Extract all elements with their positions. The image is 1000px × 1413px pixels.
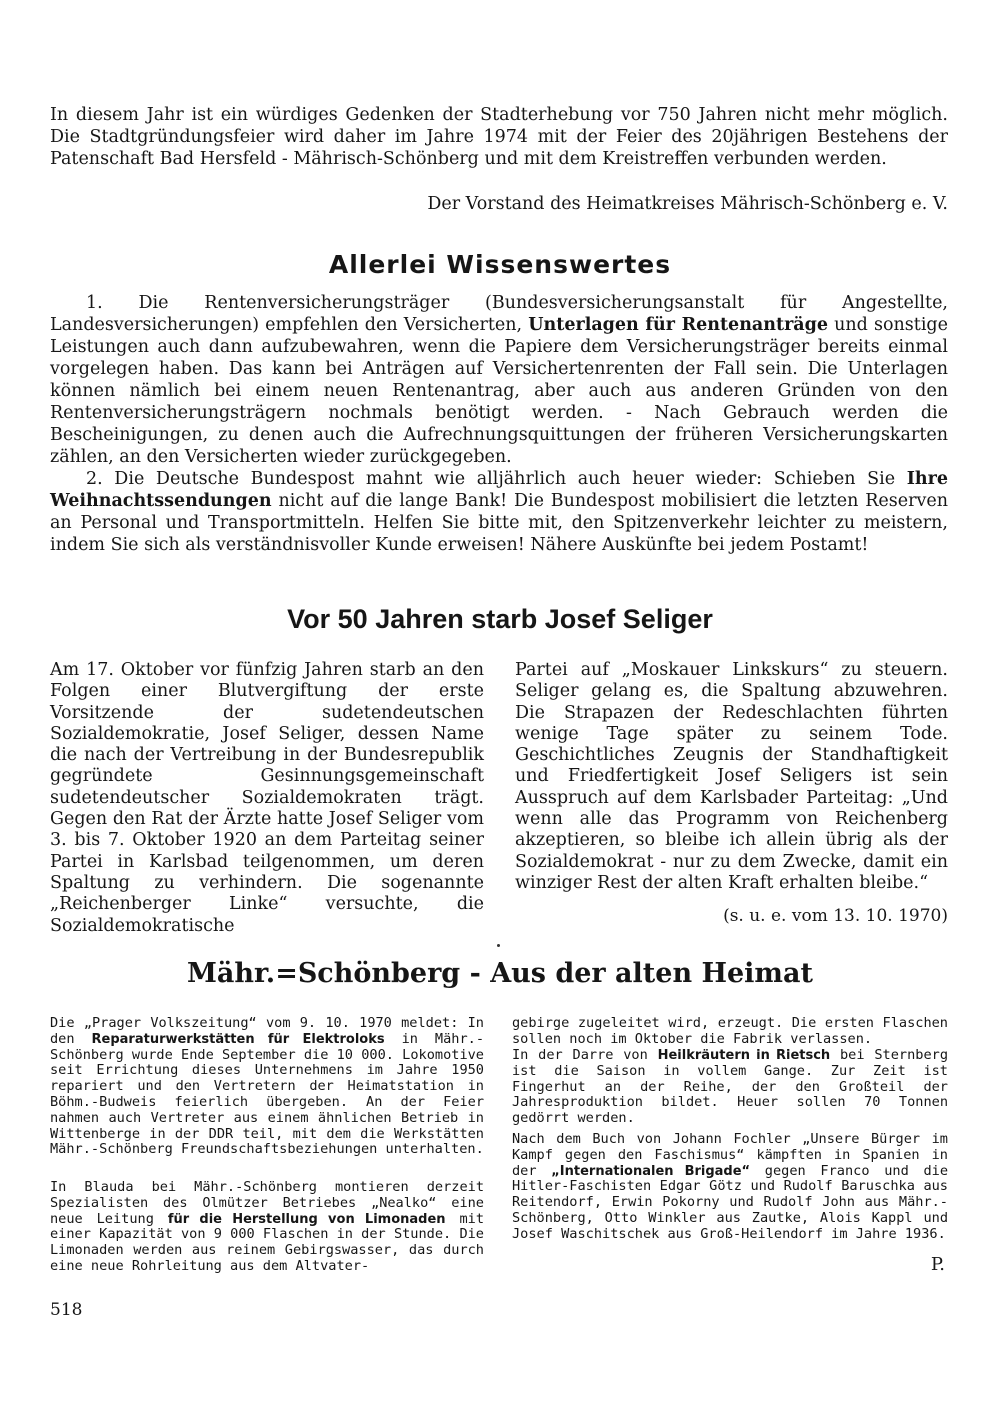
intro-signature: Der Vorstand des Heimatkreises Mährisch-Schönberg e. V. xyxy=(427,194,948,214)
allerlei-p2-emphasis: Ihre Weihnachtssendungen xyxy=(50,469,948,511)
heimat-right-paragraph-1: gebirge zugeleitet wird, erzeugt. Die ersten Flaschen sollen noch im Oktober die Fabrik verlassen. xyxy=(512,1015,948,1047)
page-number: 518 xyxy=(50,1300,83,1320)
allerlei-paragraph-2: 2. Die Deutsche Bundespost mahnt wie alljährlich auch heuer wieder: Schieben Sie Ihre Weihnachtssendungen nicht auf die lange Bank! Die Bundespost mobilisiert die letzten Reserven an Personal und Transportmitteln. Helfen Sie bitte mit, den Spitzenverkehr leichter zu meistern, indem Sie sich als verständnisvoller Kunde erweisen! Nähere Auskünfte bei jedem Postamt! xyxy=(50,469,948,555)
intro-paragraph: In diesem Jahr ist ein würdiges Gedenken der Stadterhebung vor 750 Jahren nicht mehr möglich. Die Stadtgründungsfeier wird daher im Jahre 1974 mit der Feier des 20jährigen Bestehens der Patenschaft Bad Hersfeld - Mährisch-Schönberg und mit dem Kreistreffen verbunden werden. xyxy=(50,105,948,169)
allerlei-heading: Allerlei Wissenswertes xyxy=(328,250,672,279)
seliger-heading: Vor 50 Jahren starb Josef Seliger xyxy=(287,604,713,634)
seliger-column-left: Am 17. Oktober vor fünfzig Jahren starb an den Folgen einer Blutvergiftung der erste Vorsitzende der sudetendeutschen Sozialdemokratie, Josef Seliger, dessen Name die nach der Vertreibung in der Bundesrepublik gegründete Gesinnungsgemeinschaft sudetendeutscher Sozialdemokraten trägt. Gegen den Rat der Ärzte hatte Josef Seliger vom 3. bis 7. Oktober 1920 an dem Parteitag seiner Partei in Karlsbad teilgenommen, um deren Spaltung zu verhindern. Die sogenannte „Reichenberger Linke“ versuchte, die Sozialdemokratische xyxy=(50,660,484,936)
separator-dot xyxy=(497,944,500,947)
heimat-heading: Mähr.=Schönberg - Aus der alten Heimat xyxy=(187,958,813,989)
allerlei-paragraph-1: 1. Die Rentenversicherungsträger (Bundesversicherungsanstalt für Angestellte, Landesversicherungen) empfehlen den Versicherten, Unterlagen für Rentenanträge und sonstige Leistungen auch dann aufzubewahren, wenn die Papiere dem Versicherungsträger bereits einmal vorgelegen haben. Das kann bei Anträgen auf Versichertenrenten der Fall sein. Die Unterlagen können nämlich bei einem neuen Rentenantrag, aber auch aus anderen Gründen von den Rentenversicherungsträgern nochmals benötigt werden. - Nach Gebrauch werden die Bescheinigungen, zu denen auch die Aufrechnungsquittungen der früheren Versicherungskarten zählen, an den Versicherten wieder zurückgegeben. xyxy=(50,293,948,467)
allerlei-p1-emphasis: Unterlagen für Rentenanträge xyxy=(528,315,828,335)
heimat-l2-emphasis: für die Herstellung von Limonaden xyxy=(167,1211,446,1227)
heimat-r2-emphasis: Heilkräutern in Rietsch xyxy=(657,1048,831,1063)
author-initial: P. xyxy=(930,1254,945,1275)
heimat-left-paragraph-2: In Blauda bei Mähr.-Schönberg montieren derzeit Spezialisten des Olmützer Betriebes „Nealko“ eine neue Leitung für die Herstellung von Limonaden mit einer Kapazität von 9 000 Flaschen in der Stunde. Die Limonaden werden aus reinem Gebirgswasser, das durch eine neue Rohrleitung aus dem Altvater- xyxy=(50,1179,485,1274)
heimat-left-paragraph-1: Die „Prager Volkszeitung“ vom 9. 10. 1970 meldet: In den Reparaturwerkstätten für Elektroloks in Mähr.-Schönberg wurde Ende September die 10 000. Lokomotive seit Errichtung dieses Unternehmens im Jahre 1950 repariert und den Vertretern der Heimatstation in Böhm.-Budweis feierlich übergeben. An der Feier nahmen auch Vertreter aus einem ähnlichen Betrieb in Wittenberge in der DDR teil, mit dem die Werkstätten Mähr.-Schönberg Freundschaftsbeziehungen unterhalten. xyxy=(50,1015,484,1158)
heimat-right-paragraph-2: In der Darre von Heilkräutern in Rietsch bei Sternberg ist die Saison in vollem Gange. Zur Zeit ist Fingerhut an der Reihe, der den Großteil der Jahresproduktion bildet. Heuer sollen 70 Tonnen gedörrt werden. xyxy=(512,1047,949,1127)
heimat-l1-emphasis: Reparaturwerkstätten für Elektroloks xyxy=(91,1031,385,1047)
heimat-right-paragraph-3: Nach dem Buch von Johann Fochler „Unsere Bürger im Kampf gegen den Faschismus“ kämpften in Spanien in der „Internationalen Brigade“ gegen Franco und die Hitler-Faschisten Edgar Götz und Rudolf Baruschka aus Reitendorf, Erwin Pokorny und Rudolf John aus Mähr.-Schönberg, Otto Winkler aus Zautke, Alois Kappl und Josef Waschitschek aus Groß-Heilendorf im Jahre 1936. xyxy=(512,1131,949,1242)
heimat-r3-emphasis: „Internationalen Brigade“ xyxy=(551,1163,751,1179)
seliger-source: (s. u. e. vom 13. 10. 1970) xyxy=(723,906,948,926)
seliger-column-right: Partei auf „Moskauer Linkskurs“ zu steuern. Seliger gelang es, die Spaltung abzuwehren. Die Strapazen der Redeschlachten führten wenige Tage später zu seinem Tode. Geschichtliches Zeugnis der Standhaftigkeit und Friedfertigkeit Josef Seligers ist sein Ausspruch auf dem Karlsbader Parteitag: „Und wenn alle das Programm von Reichenberg akzeptieren, so bleibe ich allein übrig als der Sozialdemokrat - nur zu dem Zwecke, damit ein winziger Rest der alten Kraft erhalten bleibe.“ xyxy=(515,660,948,893)
